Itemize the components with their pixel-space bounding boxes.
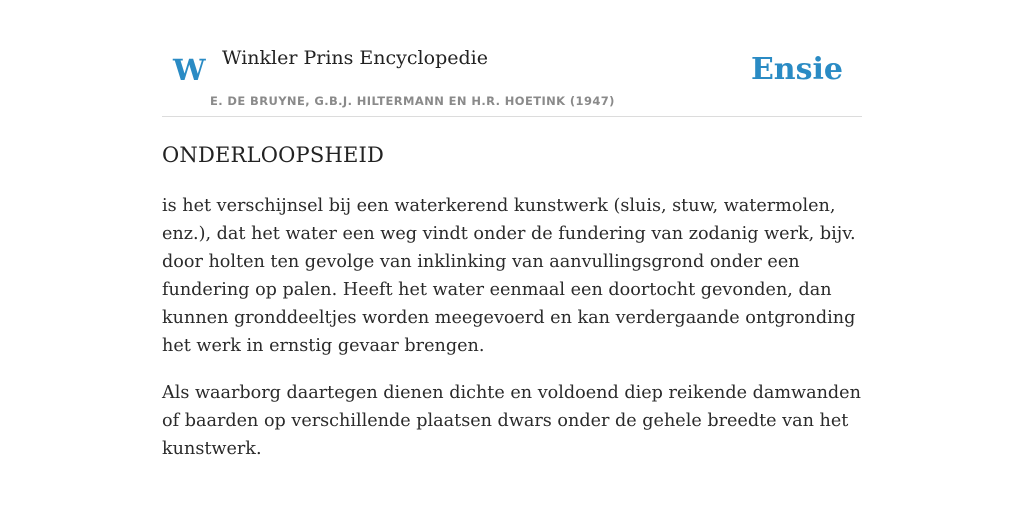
entry-title: ONDERLOOPSHEID (162, 143, 385, 167)
encyclopedia-authors: E. DE BRUYNE, G.B.J. HILTERMANN EN H.R. HOETINK (1947) (210, 94, 615, 108)
encyclopedia-title[interactable]: Winkler Prins Encyclopedie (222, 47, 488, 69)
entry-body (162, 192, 862, 482)
ensie-brand-logo[interactable]: Ensie (750, 52, 843, 87)
page-container (162, 0, 862, 459)
encyclopedia-header (162, 0, 862, 117)
entry-paragraph: is het verschijnsel bij een waterkerend kunstwerk (sluis, stuw, watermolen, enz.), dat het water een weg vindt onder de fundering van zodanig werk, bijv. door holten ten gevolge van inklinking van aanvullingsgrond onder een fundering op palen. Heeft het water eenmaal een doortocht gevonden, dan kunnen gronddeeltjes worden meegevoerd en kan verdergaande ontgronding het werk in ernstig gevaar brengen. (162, 196, 856, 356)
winkler-prins-logo[interactable]: W (173, 53, 206, 87)
entry-paragraph: Als waarborg daartegen dienen dichte en voldoend diep reikende damwanden of baarden op verschillende plaatsen dwars onder de gehele breedte van het kunstwerk. (162, 383, 861, 459)
